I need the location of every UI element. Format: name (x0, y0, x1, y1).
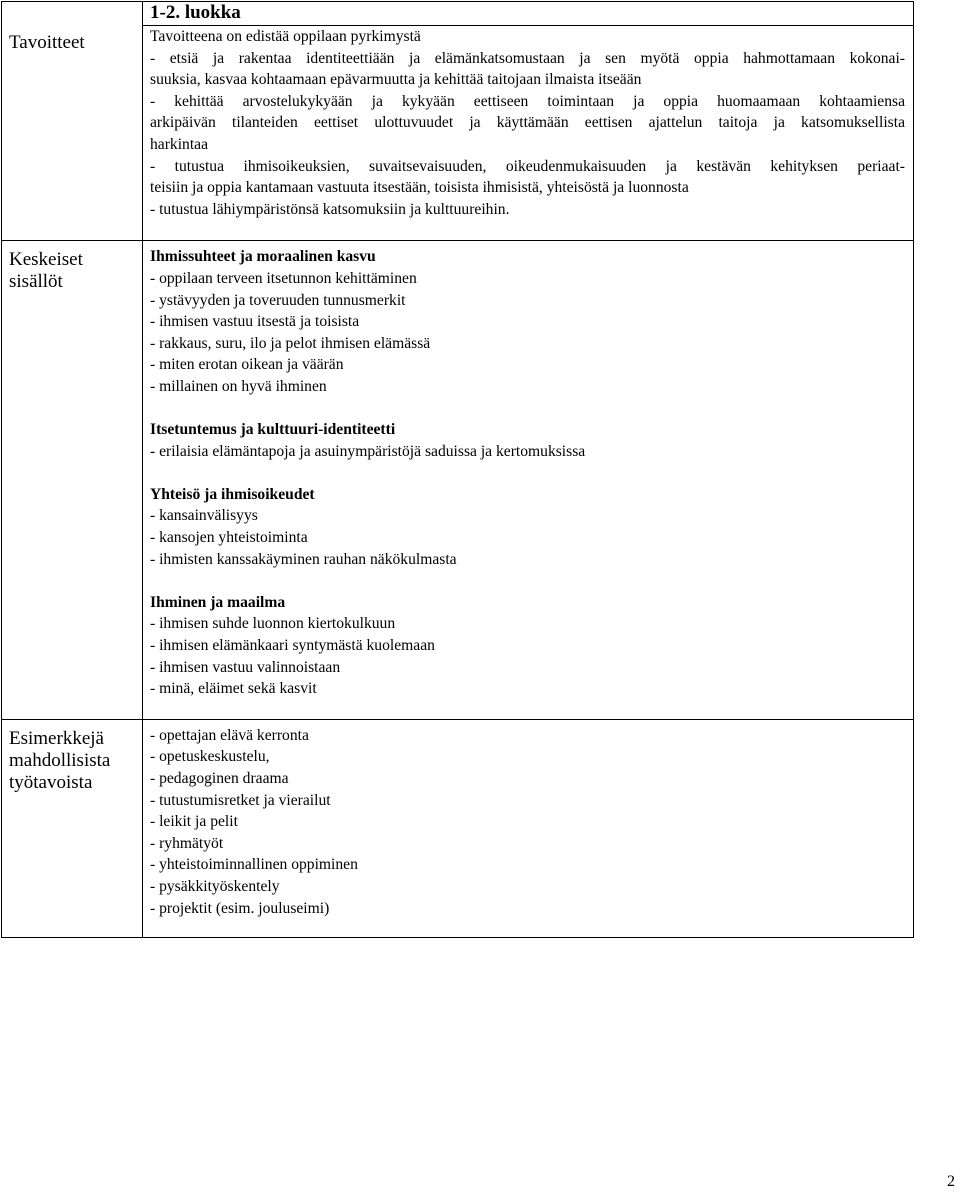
section-title: Ihminen ja maailma (150, 593, 286, 611)
methods-text (143, 719, 914, 937)
goals-line: teisiin ja oppia kantamaan vastuuta itsestään, toisista ihmisistä, yhteisöstä ja luonnosta (150, 179, 689, 197)
methods-label-line: Esimerkkejä (9, 727, 104, 749)
content-section (150, 246, 905, 397)
goals-line: harkintaa (150, 135, 209, 153)
list-item: - millainen on hyvä ihminen (150, 377, 327, 395)
goals-row (2, 2, 914, 26)
goals-line: - tutustua lähiympäristönsä katsomuksiin ja kulttuureihin. (150, 200, 510, 218)
list-item: - tutustumisretket ja vierailut (150, 791, 331, 809)
goals-line: suuksia, kasvaa kohtaamaan epävarmuutta ja kehittää taitojaan ilmaista itseään (150, 71, 642, 89)
goals-text (143, 26, 914, 241)
list-item: - minä, eläimet sekä kasvit (150, 680, 317, 698)
list-item: - pysäkkityöskentely (150, 877, 280, 895)
list-item: - ihmisten kanssakäyminen rauhan näkökulmasta (150, 550, 457, 568)
content-text (143, 241, 914, 719)
methods-label-line: mahdollisista (9, 749, 111, 771)
list-item: - yhteistoiminnallinen oppiminen (150, 856, 358, 874)
goals-line: - tutustua ihmisoikeuksien, suvaitsevaisuuden, oikeudenmukaisuuden ja kestävän kehityksen periaat- (150, 157, 905, 175)
section-title: Itsetuntemus ja kulttuuri-identiteetti (150, 421, 396, 439)
content-section (150, 592, 905, 700)
goals-line: arkipäivän tilanteiden eettiset ulottuvuudet ja käyttämään eettisen ajattelun taitoja ja katsomuksellista (150, 114, 905, 132)
content-section (150, 419, 905, 462)
section-title: Yhteisö ja ihmisoikeudet (150, 485, 315, 503)
content-label-line: sisällöt (9, 271, 63, 293)
list-item: - ryhmätyöt (150, 834, 224, 852)
list-item: - miten erotan oikean ja väärän (150, 356, 344, 374)
list-item: - ihmisen elämänkaari syntymästä kuolemaan (150, 637, 435, 655)
methods-label (2, 719, 143, 937)
page-number: 2 (947, 1173, 955, 1190)
grade-heading: 1-2. luokka (143, 2, 914, 26)
list-item: - leikit ja pelit (150, 813, 238, 831)
content-section (150, 484, 905, 570)
list-item: - pedagoginen draama (150, 770, 289, 787)
list-item: - projektit (esim. jouluseimi) (150, 899, 330, 917)
goals-label: Tavoitteet (2, 2, 143, 241)
list-item: - kansainvälisyys (150, 507, 258, 525)
goals-line: Tavoitteena on edistää oppilaan pyrkimystä (150, 28, 421, 45)
methods-label-line: työtavoista (9, 771, 93, 793)
list-item: - erilaisia elämäntapoja ja asuinympäristöjä saduissa ja kertomuksissa (150, 442, 586, 460)
list-item: - ystävyyden ja toveruuden tunnusmerkit (150, 291, 406, 309)
list-item: - opettajan elävä kerronta (150, 726, 309, 744)
list-item: - oppilaan terveen itsetunnon kehittäminen (150, 269, 417, 287)
curriculum-table (1, 1, 914, 938)
list-item: - ihmisen vastuu valinnoistaan (150, 658, 341, 676)
content-label-line: Keskeiset (9, 249, 83, 271)
goals-line: - etsiä ja rakentaa identiteettiään ja elämänkatsomustaan ja sen myötä oppia hahmottamaan kokonai- (150, 49, 905, 67)
goals-line: - kehittää arvostelukykyään ja kykyään eettiseen toimintaan ja oppia huomaamaan kohtaamiensa (150, 92, 905, 110)
list-item: - rakkaus, suru, ilo ja pelot ihmisen elämässä (150, 334, 431, 352)
list-item: - ihmisen vastuu itsestä ja toisista (150, 313, 360, 331)
list-item: - opetuskeskustelu, (150, 748, 270, 766)
methods-row (2, 719, 914, 937)
content-row (2, 241, 914, 719)
list-item: - ihmisen suhde luonnon kiertokulkuun (150, 615, 396, 633)
list-item: - kansojen yhteistoiminta (150, 529, 308, 547)
content-label (2, 241, 143, 719)
section-title: Ihmissuhteet ja moraalinen kasvu (150, 248, 376, 266)
